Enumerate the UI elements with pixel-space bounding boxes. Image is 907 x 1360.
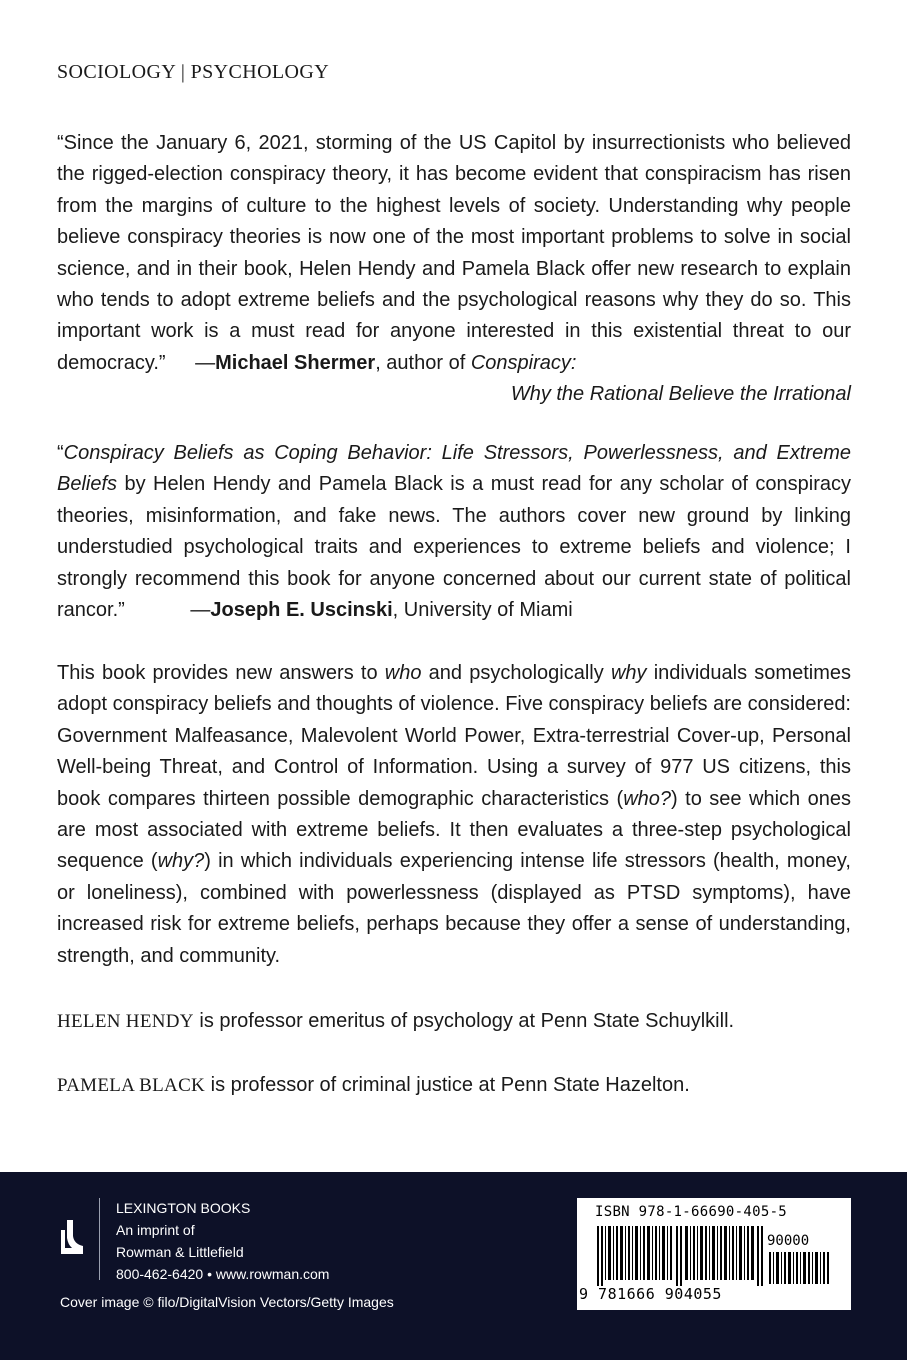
blurb-shermer-book-subtitle: Why the Rational Believe the Irrational xyxy=(510,383,851,406)
blurb-uscinski-quote: by Helen Hendy and Pamela Black is a must read for any scholar of conspiracy theories, misinformation, and fake news. The authors cover new ground by linking understudied psychological traits and experiences to extreme beliefs and violence; I strongly recommend this book for anyone concerned about our current state of political rancor.” xyxy=(57,473,851,622)
isbn-label: ISBN 978-1-66690-405-5 xyxy=(595,1204,788,1220)
barcode-bars-main xyxy=(597,1226,769,1286)
barcode-bars-addon xyxy=(769,1252,831,1284)
category-label: SOCIOLOGY | PSYCHOLOGY xyxy=(57,61,330,83)
book-description: This book provides new answers to who and psychologically why individuals sometimes adopt conspiracy beliefs and thoughts of violence. Five conspiracy beliefs are considered: Government Malfeasance, Malevolent World Power, Extra-terrestrial Cover-up, Personal Well-being Threat, and Control of Information. Using a survey of 977 US citizens, this book compares thirteen possible demographic characteristics (who?) to see which ones are most associated with extreme beliefs. It then evaluates a three-step psychological sequence (why?) in which individuals experiencing intense life stressors (health, money, or loneliness), combined with powerlessness (displayed as PTSD symptoms), have increased risk for extreme beliefs, perhaps because they offer a sense of understanding, strength, and community. xyxy=(57,662,851,967)
divider xyxy=(99,1198,100,1280)
lexington-logo-icon xyxy=(57,1218,87,1258)
cover-credit: Cover image © filo/DigitalVision Vectors/Getty Images xyxy=(60,1294,394,1310)
author-name: HELEN HENDY xyxy=(57,1011,194,1032)
publisher-name: LEXINGTON BOOKS xyxy=(116,1200,251,1216)
blurb-shermer: “Since the January 6, 2021, storming of the US Capitol by insurrectionists who believed the rigged-election conspiracy theory, it has become evident that conspiracism has risen from the margins of culture to the highest levels of society. Understanding why people believe conspiracy theories is now one of the most important problems to solve in social science, and in their book, Helen Hendy and Pamela Black offer new research to explain who tends to adopt extreme beliefs and the psychological reasons why they do so. This important work is a must read for anyone interested in this existential threat to our democracy.” —Michael Shermer, author of Conspiracy: Why the Rational Believe the Irrational xyxy=(57,128,851,411)
publisher-parent: Rowman & Littlefield xyxy=(116,1244,244,1260)
publisher-imprint: An imprint of xyxy=(116,1222,195,1238)
blurb-uscinski-author: Joseph E. Uscinski xyxy=(210,599,393,622)
isbn-barcode xyxy=(577,1198,851,1310)
blurb-uscinski-book-title: Conspiracy Beliefs as Coping Behavior: Life Stressors, Powerlessness, and Extreme Beliefs xyxy=(57,442,851,496)
blurb-uscinski: “Conspiracy Beliefs as Coping Behavior: Life Stressors, Powerlessness, and Extreme Beliefs by Helen Hendy and Pamela Black is a must read for any scholar of conspiracy theories, misinformation, and fake news. The authors cover new ground by linking understudied psychological traits and experiences to extreme beliefs and violence; I strongly recommend this book for anyone concerned about our current state of political rancor.” —Joseph E. Uscinski, University of Miami xyxy=(57,442,851,622)
publisher-contact: 800-462-6420 • www.rowman.com xyxy=(116,1266,330,1282)
author-bio-black: PAMELA BLACK is professor of criminal justice at Penn State Hazelton. xyxy=(57,1074,690,1096)
publisher-info xyxy=(116,1197,329,1285)
blurb-shermer-book-title: Conspiracy: xyxy=(470,351,577,374)
price-code: 90000 xyxy=(767,1233,810,1249)
blurb-shermer-author: Michael Shermer xyxy=(215,351,376,374)
author-bio-hendy: HELEN HENDY is professor emeritus of psychology at Penn State Schuylkill. xyxy=(57,1010,735,1032)
blurb-shermer-quote: “Since the January 6, 2021, storming of the US Capitol by insurrectionists who believed the rigged-election conspiracy theory, it has become evident that conspiracism has risen from the margins of culture to the highest levels of society. Understanding why people believe conspiracy theories is now one of the most important problems to solve in social science, and in their book, Helen Hendy and Pamela Black offer new research to explain who tends to adopt extreme beliefs and the psychological reasons why they do so. This important work is a must read for anyone interested in this existential threat to our democracy.” xyxy=(57,132,851,374)
barcode-digits: 9 781666 904055 xyxy=(579,1285,722,1303)
author-name: PAMELA BLACK xyxy=(57,1075,206,1096)
